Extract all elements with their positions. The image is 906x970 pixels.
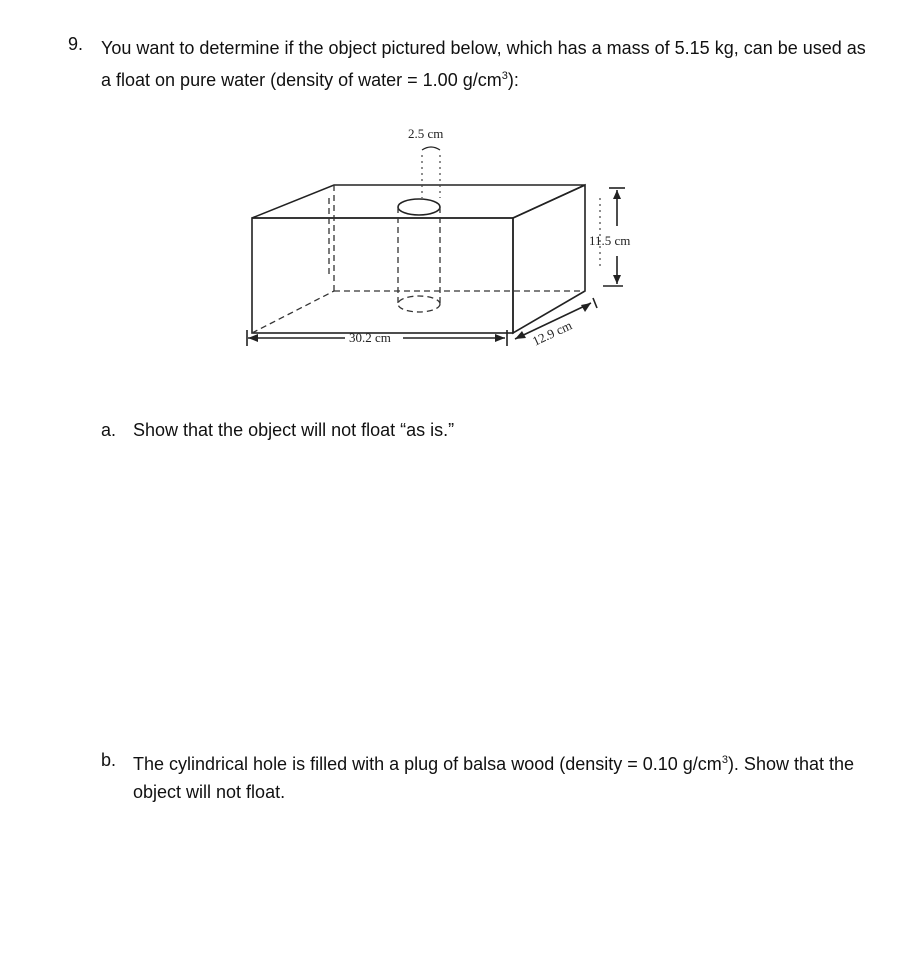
box-front-face [252, 218, 513, 333]
hole-bottom-ellipse [398, 296, 440, 312]
part-b-cm-exponent: 3 [721, 754, 728, 766]
box-top-face [252, 185, 585, 218]
part-a [101, 416, 454, 444]
height-label: 11.5 cm [589, 233, 631, 248]
question-cm-exponent: 3 [501, 70, 508, 82]
length-arrowhead-right [495, 334, 505, 342]
height-arrowhead-up [613, 190, 621, 199]
question-text-end: ): [507, 70, 519, 90]
depth-arrowhead-upper [581, 303, 591, 312]
depth-tick [593, 298, 597, 308]
box-diagram [225, 108, 645, 353]
part-b [101, 746, 861, 806]
part-b-text [133, 746, 861, 806]
part-b-text-end: ). Show that the object will not float. [133, 754, 855, 802]
depth-label: 12.9 cm [529, 317, 575, 349]
length-label: 30.2 cm [349, 330, 391, 345]
hole-diameter-label: 2.5 cm [408, 126, 444, 141]
part-b-text-main: The cylindrical hole is filled with a plug of balsa wood (density = 0.10 g/cm [133, 754, 722, 774]
part-b-label: b. [101, 750, 117, 770]
part-a-text: Show that the object will not float “as is.” [133, 420, 455, 440]
question-text-main: You want to determine if the object pictured below, which has a mass of 5.15 kg, can be used as a float on pure water (density of water = 1.00 g/cm [101, 38, 866, 90]
question-number: 9. [68, 34, 84, 54]
hole-top-ellipse [398, 199, 440, 215]
length-arrowhead-left [248, 334, 258, 342]
diameter-arrow [422, 147, 440, 150]
height-arrowhead-down [613, 275, 621, 284]
hidden-edge-left-bottom [252, 291, 334, 333]
part-a-label: a. [101, 420, 117, 440]
question-text [101, 34, 871, 94]
